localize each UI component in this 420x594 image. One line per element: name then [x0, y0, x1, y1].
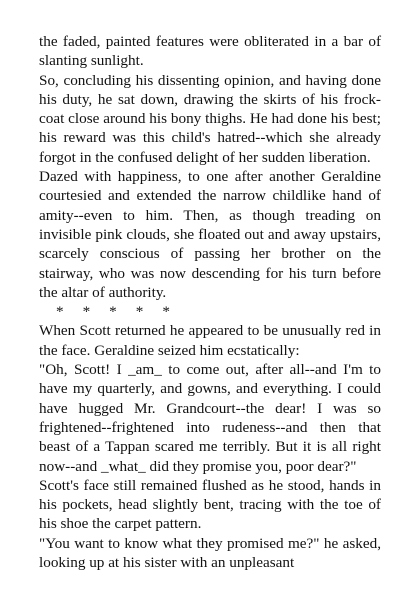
paragraph-4: When Scott returned he appeared to be unusually red in the face. Geraldine seized him ecstatically: [39, 322, 381, 359]
document-page [39, 32, 381, 572]
paragraph-7: "You want to know what they promised me?" he asked, looking up at his sister with an unpleasant [39, 534, 381, 572]
paragraph-3: Dazed with happiness, to one after another Geraldine courtesied and extended the narrow childlike hand of amity--even to him. Then, as though treading on invisible pink clouds, she floated out and away upstairs, scarcely conscious of passing her brother on the stairway, who was now descending for his turn before the altar of authority. [39, 168, 381, 301]
paragraph-6: Scott's face still remained flushed as he stood, hands in his pockets, head slightly bent, tracing with the toe of his shoe the carpet pattern. [39, 476, 381, 533]
paragraph-5: "Oh, Scott! I _am_ to come out, after all--and I'm to have my quarterly, and gowns, and everything. I could have hugged Mr. Grandcourt--the dear! I was so frightened--frightened into rudeness--and then that beast of a Tappan scared me terribly. But it is all right now--and _what_ did they promise you, poor dear?" [39, 361, 381, 475]
paragraph-2: So, concluding his dissenting opinion, and having done his duty, he sat down, drawing the skirts of his frock-coat close around his bony thighs. He had done his best; his reward was this child's hatred--which she already forgot in the confused delight of her sudden liberation. [39, 71, 381, 166]
section-break: * * * * * [56, 303, 170, 321]
paragraph-1: the faded, painted features were obliterated in a bar of slanting sunlight. [39, 33, 381, 70]
